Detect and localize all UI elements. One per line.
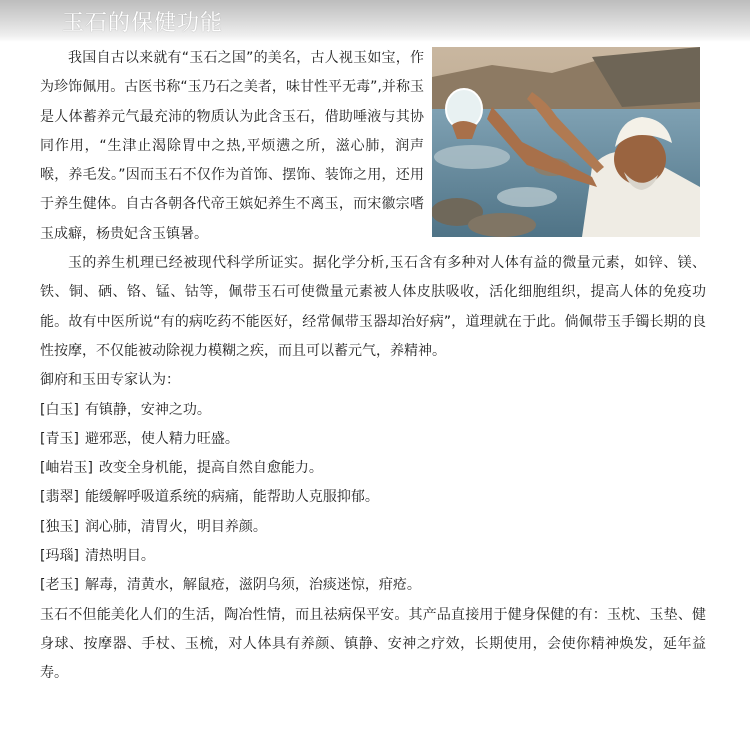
jade-benefit: 润心肺，清胃火，明目养颜。 (84, 518, 267, 535)
jade-benefit: 解毒，清黄水，解鼠疮，滋阴乌须，治痰迷惊，疳疮。 (84, 577, 421, 594)
jade-tag: [白玉] (40, 401, 79, 418)
jade-tag: [青玉] (40, 430, 79, 447)
header-banner (0, 0, 750, 42)
jade-tag: [老玉] (40, 577, 79, 594)
list-item (40, 513, 706, 542)
article-body (40, 44, 706, 689)
jade-benefit: 改变全身机能，提高自然自愈能力。 (98, 460, 323, 477)
jade-benefits-list (40, 396, 706, 601)
jade-photo (432, 47, 700, 237)
jade-tag: [独玉] (40, 518, 79, 535)
jade-tag: [翡翠] (40, 489, 79, 506)
list-item (40, 571, 706, 600)
jade-benefit: 避邪恶，使人精力旺盛。 (84, 430, 239, 447)
jade-tag: [玛瑙] (40, 548, 79, 565)
list-item (40, 483, 706, 512)
list-item (40, 425, 706, 454)
science-paragraph: 玉的养生机理已经被现代科学所证实。据化学分析,玉石含有多种对人体有益的微量元素，如锌、镁、铁、铜、硒、铬、锰、钴等，佩带玉石可使微量元素被人体皮肤吸收，活化细胞组织，提高人体的免疫功能。故有中医所说“有的病吃药不能医好，经常佩带玉器却治好病”，道理就在于此。倘佩带玉手镯长期的良性按摩，不仅能被动除视力模糊之疾，而且可以蓄元气，养精神。 (40, 255, 706, 359)
intro-paragraph: 我国自古以来就有“玉石之国”的美名，古人视玉如宝，作为珍饰佩用。古医书称“玉乃石之美者，味甘性平无毒”,并称玉是人体蓄养元气最充沛的物质认为此含玉石，借助唾液与其协同作用，“生津止渴除胃中之热,平烦懑之所，滋心肺，润声喉，养毛发。”因而玉石不仅作为首饰、摆饰、装饰之用，还用于养生健体。自古各朝各代帝王嫔妃养生不离玉，而宋徽宗嗜玉成癖，杨贵妃含玉镇暑。 (40, 50, 424, 242)
closing-paragraph: 玉石不但能美化人们的生活，陶冶性情，而且祛病保平安。其产品直接用于健身保健的有：玉枕、玉垫、健身球、按摩器、手杖、玉梳，对人体具有养颜、镇静、安神之疗效，长期使用，会使你精神焕发，延年益寿。 (40, 606, 706, 682)
jade-tag: [岫岩玉] (40, 460, 93, 477)
jade-benefit: 能缓解呼吸道系统的病痛，能帮助人克服抑郁。 (84, 489, 379, 506)
list-item (40, 542, 706, 571)
experts-intro: 御府和玉田专家认为： (40, 372, 180, 389)
jade-benefit: 有镇静，安神之功。 (84, 401, 211, 418)
river-scene-illustration (432, 47, 700, 237)
list-item (40, 396, 706, 425)
list-item (40, 454, 706, 483)
page-title: 玉石的保健功能 (62, 11, 224, 36)
jade-benefit: 清热明目。 (84, 548, 155, 565)
